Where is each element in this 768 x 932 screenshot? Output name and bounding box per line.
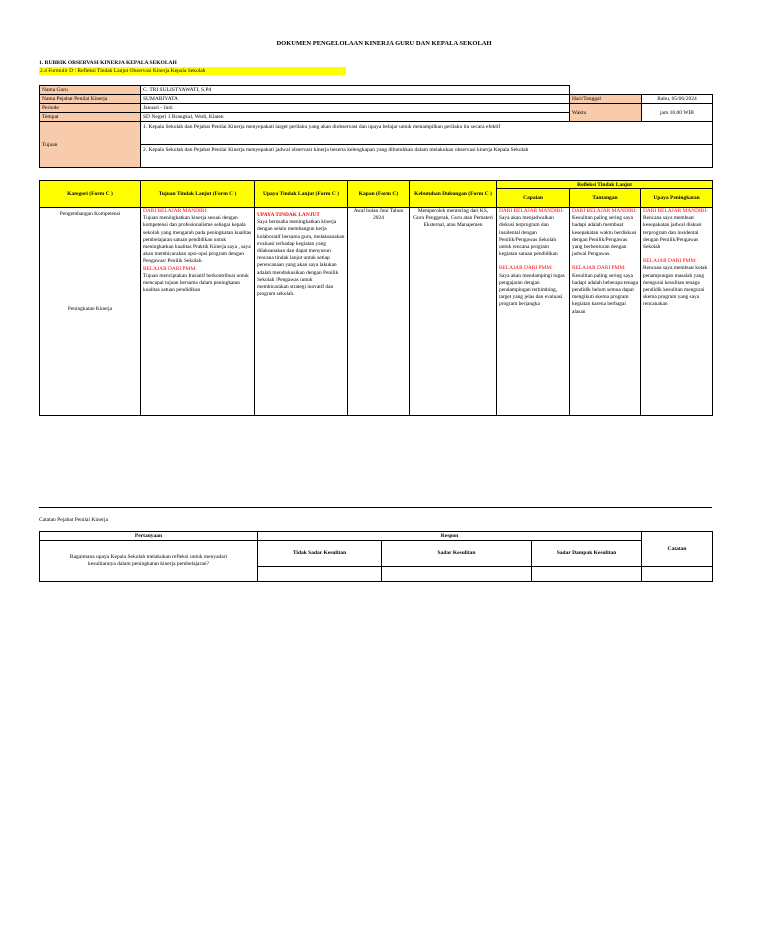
tantangan-heading-mandiri: DARI BELAJAR MANDIRI: — [572, 208, 637, 214]
kategori-kinerja: Peningkatan Kinerja — [67, 306, 113, 312]
pejabat-value: SUMARIYATA — [141, 95, 570, 104]
catatan-label: Catatan Pejabat Penilai Kinerja — [39, 517, 108, 523]
response-table — [39, 531, 713, 582]
tempat-value: SD Negeri 1 Brangkal, Wedi, Klaten — [141, 113, 570, 122]
tujuan-heading-mandiri: DARI BELAJAR MANDIRI: — [143, 208, 208, 214]
answer-catatan[interactable] — [642, 567, 713, 582]
header-refleksi: Refleksi Tindak Lanjut — [497, 181, 713, 189]
upaya-text: Saya berusaha meningkatkan kinerja dengan selalu membangun kerja kolaboratif bersama guru, melaksanakan evaluasi terhadap kegiatan yang dilaksanakan dan dapat menyusun rencana tindak lanjut untuk setiap perencanaan yang akan saya lakukan adalah mendiskusikan dengan Penilik Sekolah /Pengawas untuk membicarakan strategi inovatif dan program sekolah. — [257, 219, 345, 298]
kategori-cell — [40, 208, 141, 416]
header-tujuan: Tujuan Tindak Lanjut (Form C ) — [141, 181, 255, 208]
capaian-text-pmm: Saya akan mendampingi tugas pengajaran dengan pendampingan terbimbing, target yang jelas dan evaluasi program berjangka — [499, 272, 565, 308]
capaian-heading-mandiri: DARI BELAJAR MANDIRI: — [499, 208, 564, 214]
peningkatan-heading-mandiri: DARI BELAJAR MANDIRI: — [643, 208, 708, 214]
nama-guru-label: Nama Guru — [40, 86, 141, 95]
tantangan-text-pmm: Kesulitan paling sering saya hadapi adalah beberapa tenaga pendidik belum semua dapat mengikuti skema program kegiatan karena berbagai alasan — [572, 272, 638, 315]
capaian-cell — [497, 208, 570, 416]
option-tidak-sadar: Tidak Sadar Kesulitan — [258, 541, 382, 567]
tantangan-text-mandiri: Kesulitan paling sering saya hadapi adalah membuat kesepakatan waktu berdiskusi dengan Penilik/Pengawas yang berbenturan dengan jadwal Pengawas. — [572, 215, 637, 258]
tujuan-cell — [141, 208, 255, 416]
header-kategori: Kategori (Form C ) — [40, 181, 141, 208]
catatan-header: Catatan — [642, 532, 713, 567]
header-capaian: Capaian — [497, 189, 570, 208]
tujuan-item-2: 2. Kepala Sekolah dan Pejabat Penilai Kinerja menyepakati jadwal observasi kinerja beserta kelengkapan yang dibutuhkan dalam melakukan observasi kinerja Kepala Sekolah — [141, 145, 713, 168]
document-title: DOKUMEN PENGELOLAAN KINERJA GURU DAN KEPALA SEKOLAH — [276, 40, 492, 47]
tujuan-item-1: 1. Kepala Sekolah dan Pejabat Penilai Kinerja menyepakati target perilaku yang akan diobservasi dan upaya belajar untuk menampilkan perilaku itu secara efektif — [141, 122, 713, 145]
section-title: 1. RUBRIK OBSERVASI KINERJA KEPALA SEKOLAH — [39, 60, 177, 66]
waktu-value: jam 10.00 WIB — [642, 104, 713, 122]
upaya-cell — [255, 208, 348, 416]
header-upaya: Upaya Tindak Lanjut (Form C ) — [255, 181, 348, 208]
tujuan-text-pmm: Tujuan menciptakan Inisiatif berkontribusi untuk mencapai tujuan bersama dalam peningkatan kualitas satuan pendidikan — [143, 272, 249, 294]
peningkatan-heading-pmm: BELAJAR DARI PMM: — [643, 258, 697, 265]
header-kapan: Kapan (Form C) — [348, 181, 410, 208]
hari-value: Rabu, 05/06/2024 — [642, 95, 713, 104]
periode-value: Januari - Juni — [141, 104, 570, 113]
waktu-label: Waktu — [570, 104, 642, 122]
capaian-text-mandiri: Saya akan menjadwalkan diskusi terprogram dan insidental dengan Penilik/Pengawas Sekolah untuk rencana program kegiatan satuan pendidikan — [499, 215, 558, 258]
tujuan-heading-pmm: BELAJAR DARI PMM: — [143, 265, 197, 272]
tempat-label: Tempat — [40, 113, 141, 122]
answer-sadar[interactable] — [382, 567, 532, 582]
pejabat-label: Nama Pejabat Penilai Kinerja — [40, 95, 141, 104]
divider — [39, 507, 712, 508]
respon-header: Respon — [258, 532, 642, 541]
pertanyaan-header: Pertanyaan — [40, 532, 258, 541]
peningkatan-cell — [641, 208, 713, 416]
header-upaya-peningkatan: Upaya Peningkatan — [641, 189, 713, 208]
header-kebutuhan: Kebutuhan Dukungan (Form C ) — [410, 181, 497, 208]
answer-sadar-dampak[interactable] — [532, 567, 642, 582]
option-sadar: Sadar Kesulitan — [382, 541, 532, 567]
hari-label: Hari/Tanggal — [570, 95, 642, 104]
kebutuhan-cell: Memperoleh mentoring dari KS, Guru Penggerak, Guru atau Pemateri Eksternal, atau Manajemen — [410, 208, 497, 416]
peningkatan-text-mandiri: Rencana saya membuat kesepakatan jadwal diskusi terprogram dan insidental dengan Penilik/Pengawas Sekolah — [643, 215, 702, 251]
tujuan-label: Tujuan — [40, 122, 141, 168]
nama-guru-value: C. TRI SULISTYAWATI, S.Pd — [141, 86, 570, 95]
periode-label: Periode — [40, 104, 141, 113]
kategori-kompetensi: Pengembangan Kompetensi — [59, 211, 121, 217]
tantangan-heading-pmm: BELAJAR DARI PMM: — [572, 265, 626, 272]
info-table — [39, 85, 713, 168]
upaya-heading: UPAYA TINDAK LANJUT — [257, 212, 320, 218]
capaian-heading-pmm: BELAJAR DARI PMM: — [499, 265, 553, 272]
peningkatan-text-pmm: Rencana saya membuat kotak penampungan masalah yang mengurai kesulitan tenaga pendidik kesulitan mengurai skema program yang saya rencanakan — [643, 265, 708, 308]
question-cell: Bagaimana upaya Kepala Sekolah melakukan refleksi untuk menyadari kesulitannya dalam peningkatan kinerja pembelajaran? — [40, 541, 258, 582]
tujuan-text-mandiri: Tujuan meningkatkan kinerja sesuai dengan kompetensi dan profesionalisme sebagai kepala sekolah yang mengarah pada peningkatan kualitas pembelajaran satuan pendidikan untuk meningkatkan kualitas Praktik Kinerja saya , saya akan membicarakan opsi-opsi program dengan Pengawas/ Penilik Sekolah. — [143, 215, 252, 265]
tantangan-cell — [570, 208, 641, 416]
answer-tidak-sadar[interactable] — [258, 567, 382, 582]
reflection-table — [39, 180, 713, 416]
header-tantangan: Tantangan — [570, 189, 641, 208]
option-sadar-dampak: Sadar Dampak Kesulitan — [532, 541, 642, 567]
form-label: 2.4 Formulir D : Refleksi Tindak Lanjut Observasi Kinerja Kepala Sekolah — [39, 67, 346, 75]
kapan-cell: Awal bulan Juni Tahun 2024 — [348, 208, 410, 416]
